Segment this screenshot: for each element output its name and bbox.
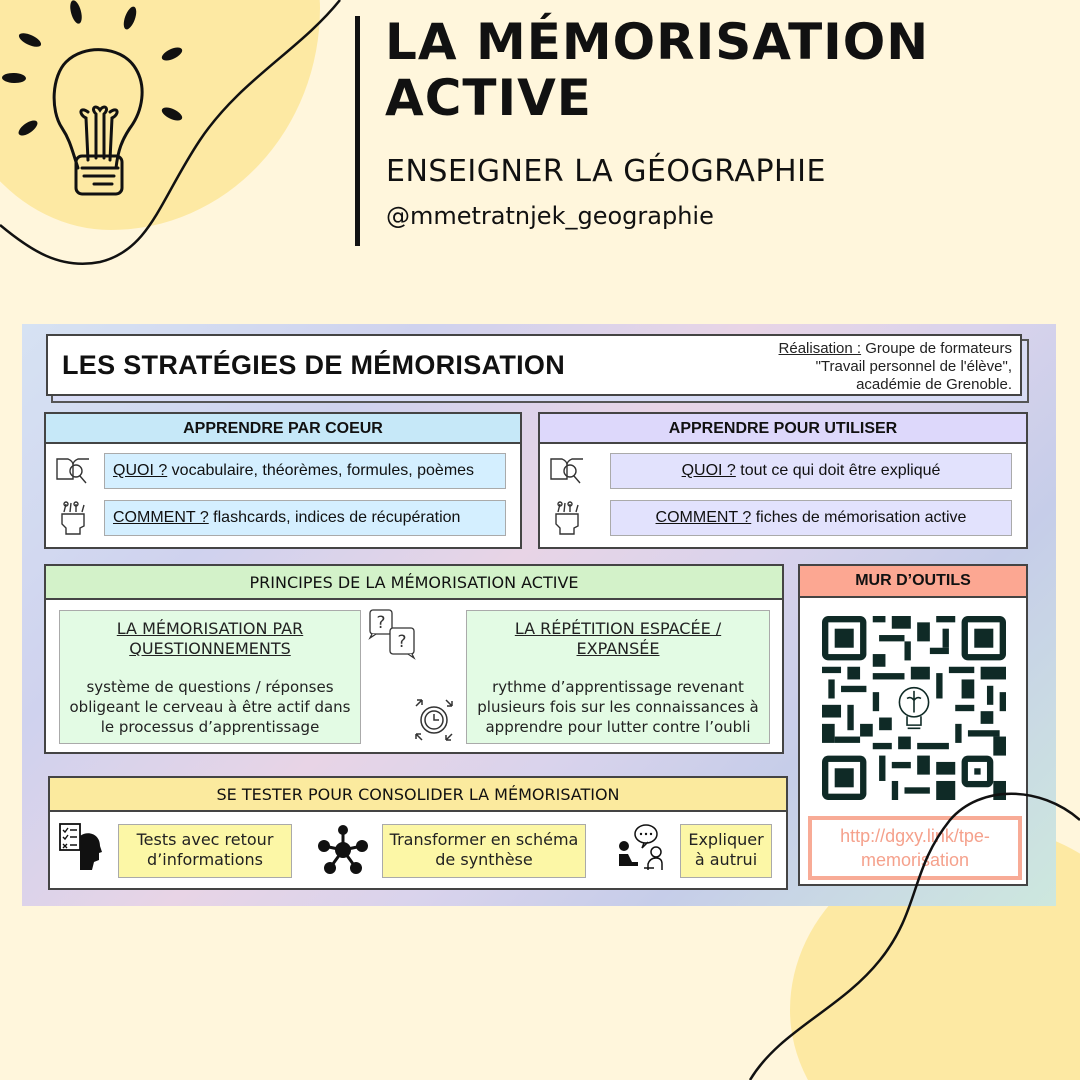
svg-text:?: ? (376, 613, 386, 633)
section-title: PRINCIPES DE LA MÉMORISATION ACTIVE (46, 566, 782, 600)
url-line-1: http://dgxy.link/tpe- (840, 826, 990, 846)
section-pour-utiliser (538, 412, 1028, 549)
network-icon (316, 824, 370, 876)
quoi-text: tout ce qui doit être expliqué (735, 462, 941, 479)
card-title (467, 619, 769, 659)
item-line: Transformer en schéma (389, 830, 579, 849)
section-title: SE TESTER POUR CONSOLIDER LA MÉMORISATION (50, 778, 786, 812)
credit-line-2: "Travail personnel de l'élève", (815, 358, 1012, 375)
social-handle: @mmetratnjek_geographie (386, 202, 714, 230)
page-title (385, 14, 929, 126)
card-title (60, 619, 360, 659)
title-divider (355, 16, 360, 246)
comment-pill (610, 500, 1012, 536)
card-body-line: plusieurs fois sur les connaissances à (477, 698, 759, 716)
card-body (60, 677, 360, 737)
section-par-coeur (44, 412, 522, 549)
card-repetition (466, 610, 770, 744)
item-line: Tests avec retour (136, 830, 274, 849)
clock-cycle-icon (406, 692, 462, 748)
book-magnifier-icon (54, 453, 94, 489)
comment-row (54, 500, 506, 536)
card-body-line: le processus d’apprentissage (100, 718, 320, 736)
section-title: APPRENDRE POUR UTILISER (540, 414, 1026, 444)
section-mur-outils (798, 564, 1028, 886)
card-body (467, 677, 769, 737)
comment-pill (104, 500, 506, 536)
card-title-line: LA RÉPÉTITION ESPACÉE / (514, 619, 722, 638)
quoi-text: vocabulaire, théorèmes, formules, poèmes (167, 462, 475, 479)
quoi-pill (610, 453, 1012, 489)
credit-label: Réalisation : (778, 340, 862, 357)
card-questionnements (59, 610, 361, 744)
test-item-expliquer (680, 824, 772, 878)
panel-title: LES STRATÉGIES DE MÉMORISATION (62, 350, 566, 380)
title-line-1: LA MÉMORISATION (385, 13, 930, 71)
card-body-line: apprendre pour lutter contre l’oubli (485, 718, 751, 736)
qr-code[interactable] (822, 616, 1006, 800)
card-body-line: obligeant le cerveau à être actif dans (69, 698, 351, 716)
comment-label: COMMENT ? (113, 509, 209, 526)
section-se-tester (48, 776, 788, 890)
section-title: APPRENDRE PAR COEUR (46, 414, 520, 444)
conversation-icon (616, 822, 672, 874)
credit-line-3: académie de Grenoble. (856, 376, 1012, 393)
comment-text: fiches de mémorisation active (751, 509, 967, 526)
credit-line-1: Groupe de formateurs (861, 340, 1012, 357)
panel-header (46, 334, 1022, 396)
item-line: de synthèse (435, 850, 533, 869)
strategies-panel (22, 324, 1056, 906)
section-principes (44, 564, 784, 754)
svg-text:?: ? (397, 632, 407, 652)
question-bubbles-icon (368, 608, 420, 660)
card-body-line: système de questions / réponses (86, 678, 334, 696)
quoi-label: QUOI ? (113, 462, 168, 479)
url-line-2: memorisation (860, 850, 970, 870)
item-line: d’informations (147, 850, 263, 869)
test-item-tests (118, 824, 292, 878)
section-title: MUR D’OUTILS (800, 566, 1026, 598)
tool-wall-link[interactable] (808, 816, 1022, 880)
quoi-label: QUOI ? (681, 462, 736, 479)
title-line-2: ACTIVE (385, 69, 592, 127)
head-tools-icon (54, 500, 94, 536)
item-line: Expliquer (688, 830, 764, 849)
decorative-blob-top-left (0, 0, 320, 230)
card-body-line: rythme d’apprentissage revenant (492, 678, 744, 696)
test-item-schema (382, 824, 586, 878)
comment-label: COMMENT ? (655, 509, 752, 526)
credit-text (779, 340, 1012, 394)
checklist-head-icon (58, 822, 104, 872)
subtitle: ENSEIGNER LA GÉOGRAPHIE (386, 154, 826, 189)
comment-row (548, 500, 1012, 536)
quoi-row (54, 453, 506, 489)
head-tools-icon (548, 500, 588, 536)
card-title-line: LA MÉMORISATION PAR (116, 619, 304, 638)
card-title-line: QUESTIONNEMENTS (129, 639, 291, 658)
card-title-line: EXPANSÉE (576, 639, 660, 658)
book-magnifier-icon (548, 453, 588, 489)
item-line: à autrui (694, 850, 758, 869)
quoi-row (548, 453, 1012, 489)
quoi-pill (104, 453, 506, 489)
comment-text: flashcards, indices de récupération (208, 509, 461, 526)
